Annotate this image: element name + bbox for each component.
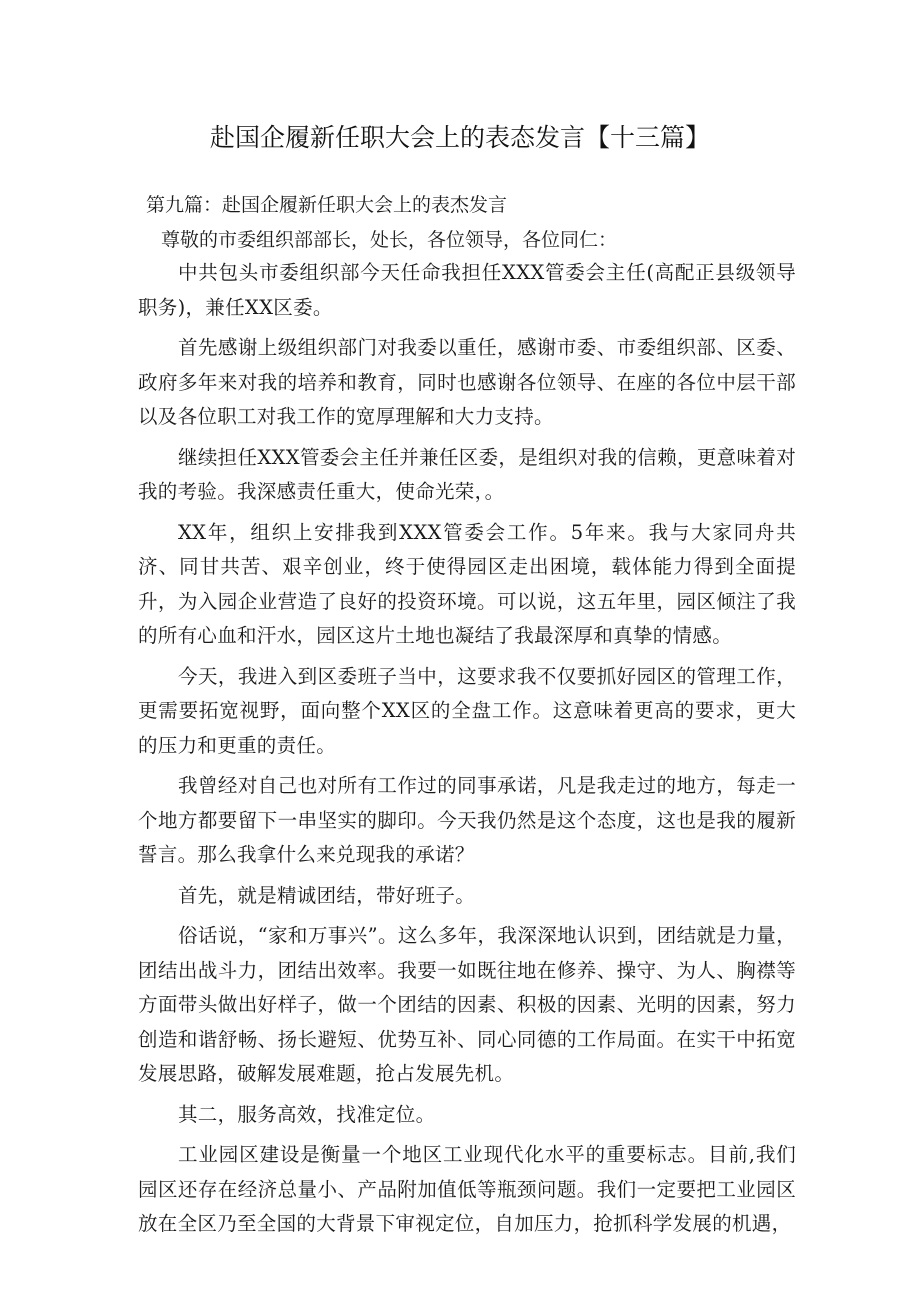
document-body — [138, 256, 796, 1248]
paragraph: 俗话说，“家和万事兴”。这么多年，我深深地认识到，团结就是力量，团结出战斗力，团结出效率。我要一如既往地在修养、操守、为人、胸襟等方面带头做出好样子，做一个团结的因素、积极的因素、光明的因素，努力创造和谐舒畅、扬长避短、优势互补、同心同德的工作局面。在实干中拓宽发展思路，破解发展难题，抢占发展先机。 — [138, 924, 796, 1085]
paragraph: XX年，组织上安排我到XXX管委会工作。5年来。我与大家同舟共济、同甘共苦、艰辛创业，终于使得园区走出困境，载体能力得到全面提升，为入园企业营造了良好的投资环境。可以说，这五年里，园区倾注了我的所有心血和汗水，园区这片土地也凝结了我最深厚和真挚的情感。 — [138, 520, 796, 647]
document-title: 赴国企履新任职大会上的表态发言【十三篇】 — [209, 123, 710, 152]
chapter-heading: 第九篇：赴国企履新任职大会上的表杰发言 — [146, 194, 508, 216]
paragraph: 我曾经对自己也对所有工作过的同事承诺，凡是我走过的地方，每走一个地方都要留下一串坚实的脚印。今天我仍然是这个态度，这也是我的履新誓言。那么我拿什么来兑现我的承诺？ — [138, 774, 796, 866]
paragraph: 继续担任XXX管委会主任并兼任区委，是组织对我的信赖，更意味着对我的考验。我深感责任重大，使命光荣，。 — [138, 445, 796, 503]
paragraph: 首先，就是精诚团结，带好班子。 — [178, 883, 476, 907]
paragraph: 中共包头市委组织部今天任命我担任XXX管委会主任(高配正县级领导职务)，兼任XX区委。 — [138, 261, 796, 319]
salutation: 尊敬的市委组织部部长，处长，各位领导，各位同仁： — [161, 229, 618, 251]
paragraph: 首先感谢上级组织部门对我委以重任，感谢市委、市委组织部、区委、政府多年来对我的培养和教育，同时也感谢各位领导、在座的各位中层干部以及各位职工对我工作的宽厚理解和大力支持。 — [138, 336, 796, 428]
paragraph: 今天，我进入到区委班子当中，这要求我不仅要抓好园区的管理工作，更需要拓宽视野，面向整个XX区的全盘工作。这意味着更高的要求，更大的压力和更重的责任。 — [138, 664, 796, 757]
paragraph: 其二，服务高效，找准定位。 — [178, 1102, 436, 1126]
paragraph: 工业园区建设是衡量一个地区工业现代化水平的重要标志。目前,我们园区还存在经济总量小、产品附加值低等瓶颈问题。我们一定要把工业园区放在全区乃至全国的大背景下审视定位，自加压力，抢抓科学发展的机遇， — [138, 1143, 796, 1235]
